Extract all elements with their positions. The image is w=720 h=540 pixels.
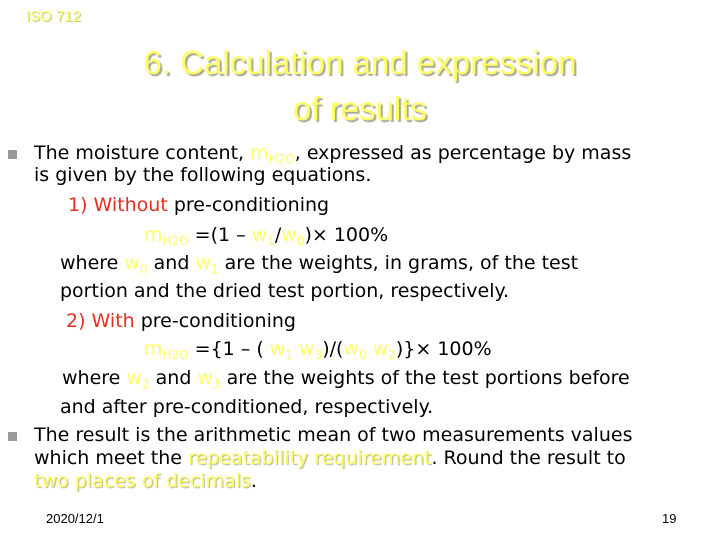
slide-title-line-1: 6. Calculation and expression xyxy=(143,44,577,81)
where-2-line1: where $w_2$ and $w_3$ are the weights of the test portions before xyxy=(62,367,630,391)
bullet-marker-1 xyxy=(8,150,17,159)
bullet1-line2: is given by the following equations. xyxy=(34,164,372,186)
case2-heading: 2) With pre-conditioning xyxy=(66,310,296,332)
footer-page-number: 19 xyxy=(662,511,677,526)
footer-date: 2020/12/1 xyxy=(46,511,104,526)
bullet2-line3: two places of decimals. xyxy=(34,470,257,492)
header-label: ISO 712 xyxy=(26,8,82,25)
where-1-line2: portion and the dried test portion, respectively. xyxy=(60,280,510,302)
slide-title-line-2: of results xyxy=(293,90,427,127)
equation-1: $m_{H2O} =(1 - w_1/w_0)\times 100\%$ xyxy=(144,224,389,248)
bullet-marker-2 xyxy=(8,432,17,441)
bullet1-line1: The moisture content, $m_{H2O}$, expressed as percentage by mass xyxy=(34,142,632,166)
bullet2-line1: The result is the arithmetic mean of two measurements values xyxy=(34,424,633,446)
equation-2: $m_{H2O} =\{1$ – ( $w_1$ $w_3)/(w_0$ $w_2)\}\times 100\%$ xyxy=(144,338,492,362)
where-1-line1: where $w_0$ and $w_1$ are the weights, in grams, of the test xyxy=(60,252,579,276)
case1-heading: 1) Without pre-conditioning xyxy=(68,194,330,216)
bullet2-line2: which meet the repeatability requirement. Round the result to xyxy=(34,447,626,469)
where-2-line2: and after pre-conditioned, respectively. xyxy=(60,396,434,418)
